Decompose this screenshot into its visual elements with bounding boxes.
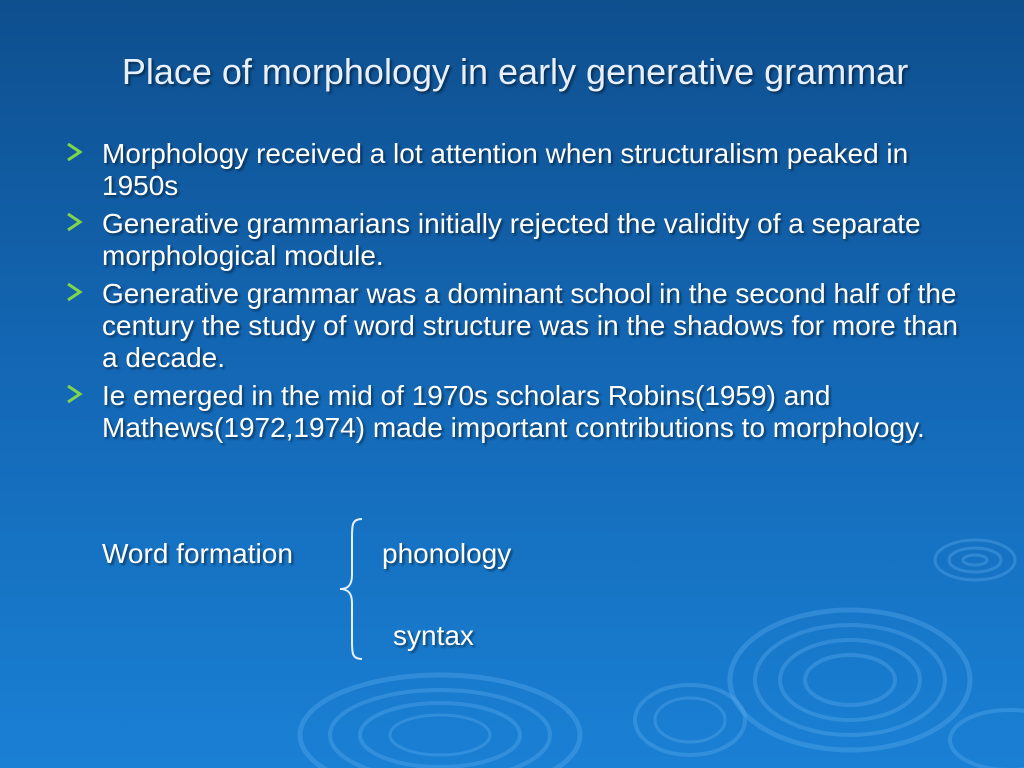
bullet-text: Generative grammarians initially rejected the validity of a separate morphological module.: [102, 208, 921, 271]
phonology-label: phonology: [382, 538, 512, 569]
bullet-text: Morphology received a lot attention when structuralism peaked in 1950s: [102, 138, 909, 201]
curly-brace-icon: [336, 517, 366, 661]
arrow-bullet-icon: [64, 281, 86, 303]
arrow-bullet-icon: [64, 141, 86, 163]
arrow-bullet-icon: [64, 211, 86, 233]
bullet-item: [64, 278, 964, 374]
bullet-list: [64, 138, 964, 450]
bullet-item: [64, 208, 964, 272]
syntax-label: syntax: [393, 620, 474, 651]
bullet-item: [64, 380, 964, 444]
arrow-bullet-icon: [64, 383, 86, 405]
bullet-text: Generative grammar was a dominant school in the second half of the century the study of word structure was in the shadows for more than a decade.: [102, 278, 958, 373]
word-formation-label: Word formation: [102, 538, 293, 569]
slide-title: Place of morphology in early generative grammar: [121, 51, 909, 92]
bullet-text: Ie emerged in the mid of 1970s scholars Robins(1959) and Mathews(1972,1974) made important contributions to morphology.: [102, 380, 925, 443]
bullet-item: [64, 138, 964, 202]
